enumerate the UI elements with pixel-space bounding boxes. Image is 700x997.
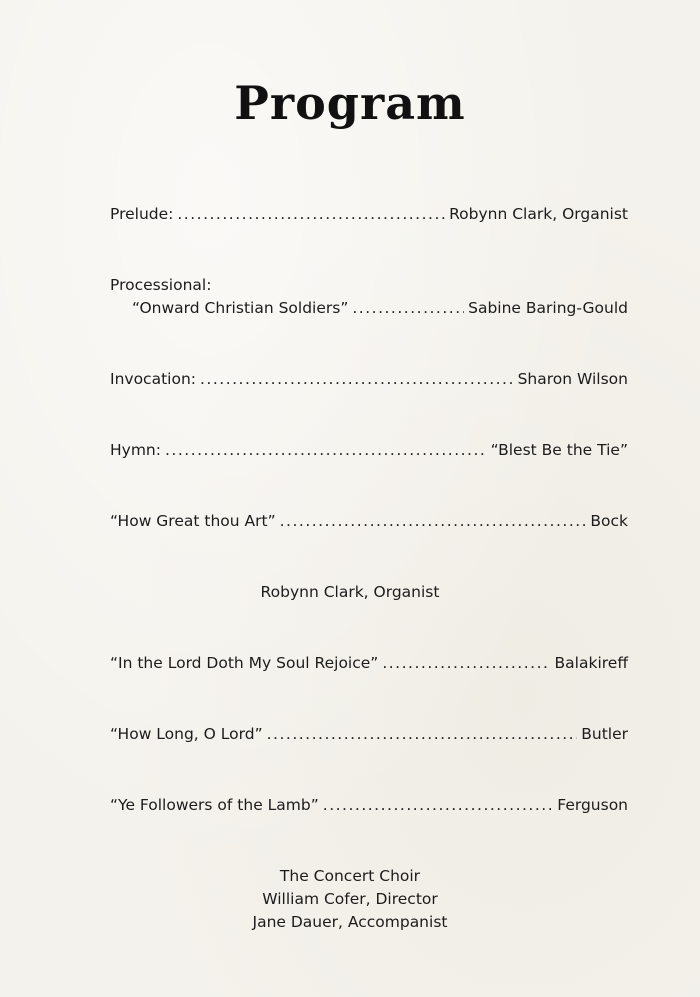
- entry-label: “Ye Followers of the Lamb”: [110, 796, 319, 814]
- page-title: Program: [234, 76, 466, 130]
- dot-leader: [165, 441, 487, 459]
- organist-credit: Robynn Clark, Organist: [260, 583, 440, 601]
- program-entry-ye-followers: [110, 796, 628, 814]
- program-entry-processional: [132, 299, 628, 317]
- entry-label: Prelude:: [110, 205, 174, 223]
- entry-label: “How Great thou Art”: [110, 512, 276, 530]
- program-entry-how-long: [110, 725, 628, 743]
- entry-performer: “Blest Be the Tie”: [490, 441, 628, 459]
- program-entry-prelude: [110, 205, 628, 223]
- dot-leader: [177, 205, 445, 223]
- dot-leader: [323, 796, 553, 814]
- dot-leader: [267, 725, 578, 743]
- accompanist-credit: Jane Dauer, Accompanist: [252, 913, 448, 931]
- entry-performer: Sharon Wilson: [517, 370, 628, 388]
- processional-heading: Processional:: [110, 276, 212, 294]
- entry-performer: Balakireff: [554, 654, 628, 672]
- entry-performer: Bock: [590, 512, 628, 530]
- dot-leader: [382, 654, 550, 672]
- dot-leader: [200, 370, 514, 388]
- program-entry-how-great: [110, 512, 628, 530]
- entry-label: Hymn:: [110, 441, 161, 459]
- entry-performer: Sabine Baring-Gould: [468, 299, 628, 317]
- director-credit: William Cofer, Director: [262, 890, 438, 908]
- program-entry-in-the-lord: [110, 654, 628, 672]
- entry-performer: Robynn Clark, Organist: [449, 205, 628, 223]
- program-entry-invocation: [110, 370, 628, 388]
- entry-performer: Butler: [581, 725, 628, 743]
- entry-label: Invocation:: [110, 370, 196, 388]
- program-entry-hymn: [110, 441, 628, 459]
- dot-leader: [352, 299, 464, 317]
- dot-leader: [280, 512, 587, 530]
- entry-performer: Ferguson: [557, 796, 628, 814]
- entry-label: “How Long, O Lord”: [110, 725, 263, 743]
- entry-label: “In the Lord Doth My Soul Rejoice”: [110, 654, 379, 672]
- choir-name: The Concert Choir: [279, 867, 421, 885]
- entry-label: “Onward Christian Soldiers”: [132, 299, 349, 317]
